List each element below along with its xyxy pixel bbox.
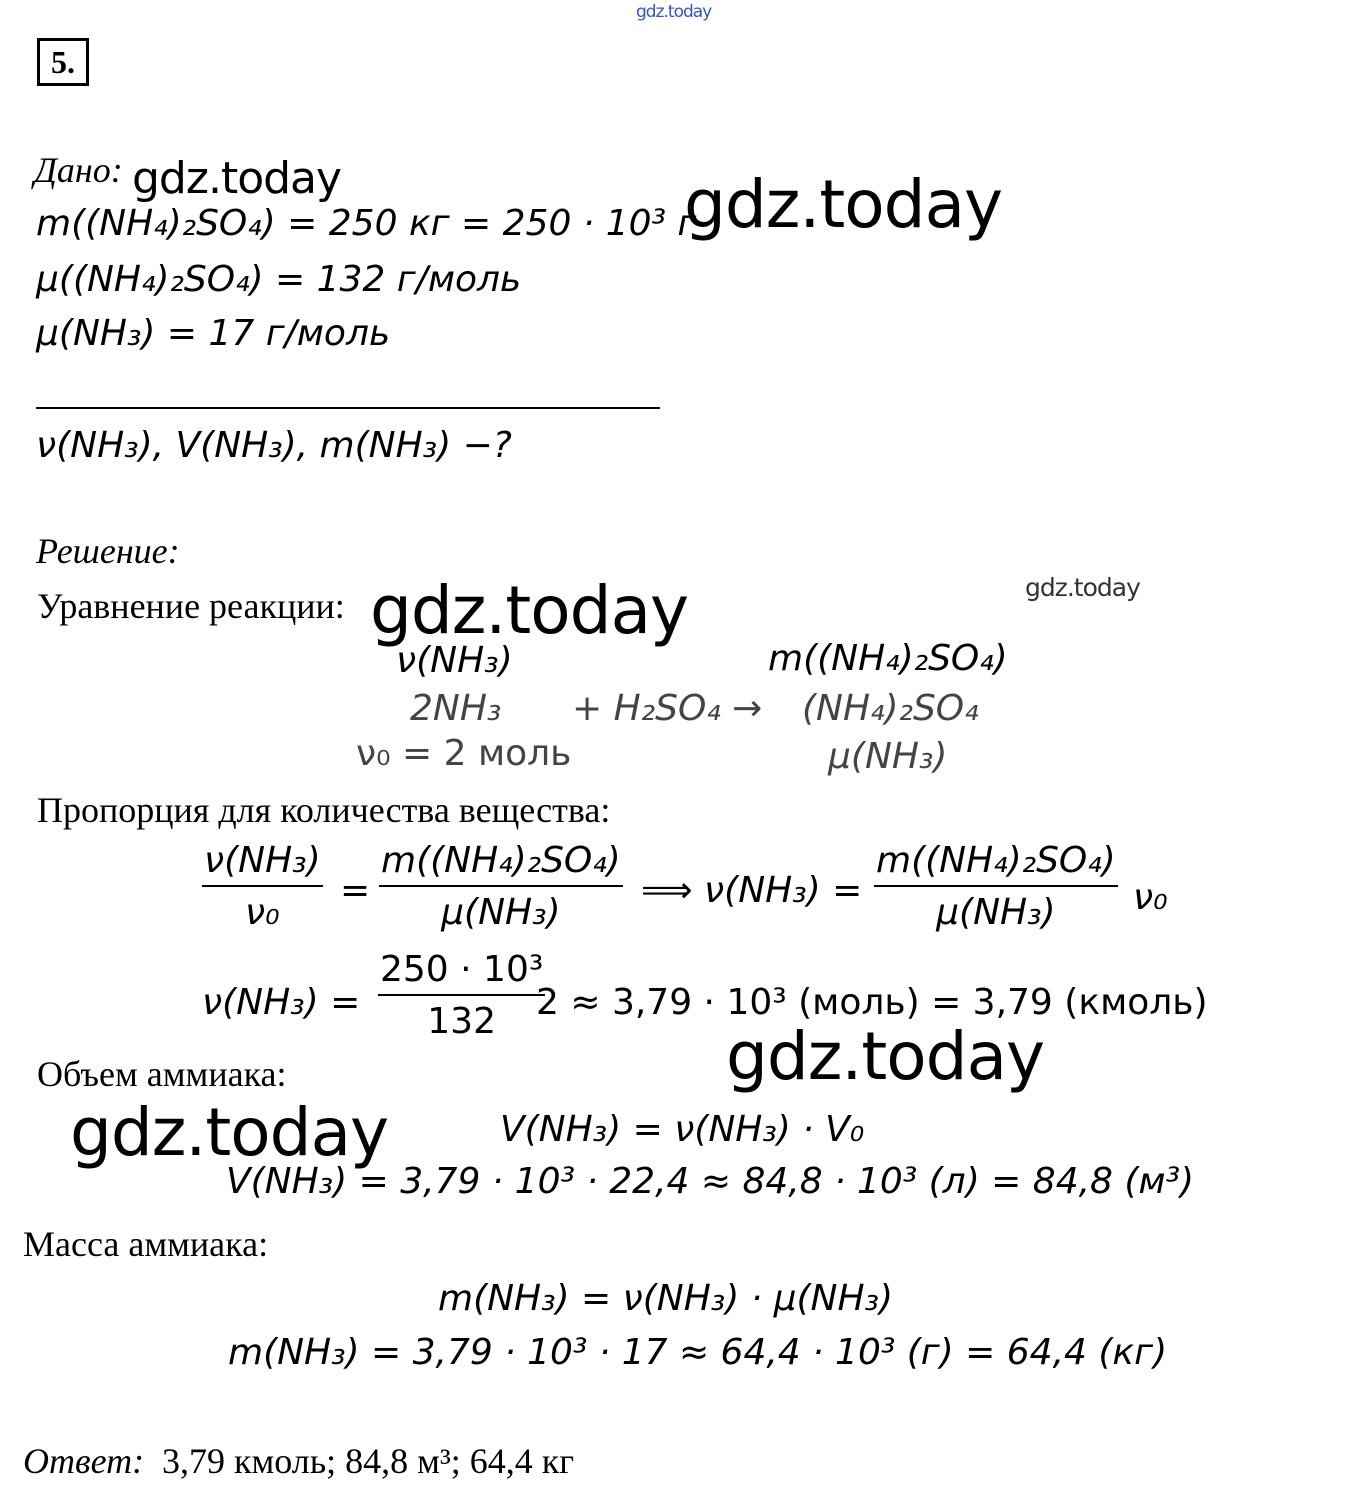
solution-label: Решение: (36, 531, 180, 571)
fraction-1-numerator: ν(NH₃) (204, 840, 321, 881)
volume-calc: V(NH₃) = 3,79 · 10³ · 22,4 ≈ 84,8 · 10³ (л) = 84,8 (м³) (226, 1161, 1195, 1202)
reaction-label: Уравнение реакции: (37, 586, 345, 626)
mass-label: Масса аммиака: (23, 1224, 269, 1264)
calc-fraction (378, 949, 545, 1042)
reaction-above-left: ν(NH₃) (396, 640, 513, 681)
find-line: ν(NH₃), V(NH₃), m(NH₃) −? (36, 425, 512, 466)
watermark-1: gdz.today (132, 153, 342, 204)
calc-rhs: 2 ≈ 3,79 · 10³ (моль) = 3,79 (кмоль) (536, 982, 1208, 1023)
fraction-3-numerator: m((NH₄)₂SO₄) (876, 840, 1116, 881)
proportion-implies: ⟹ ν(NH₃) = (641, 870, 863, 911)
fraction-1-denominator: ν₀ (245, 892, 280, 933)
answer-label: Ответ: (23, 1441, 145, 1481)
proportion-equals: = (340, 870, 371, 911)
watermark-top: gdz.today (636, 2, 712, 22)
given-line-molar-ammonia: μ(NH₃) = 17 г/моль (36, 313, 391, 354)
reaction-right: (NH₄)₂SO₄ (802, 688, 979, 729)
problem-number: 5. (37, 38, 89, 86)
given-divider (36, 407, 660, 409)
volume-formula: V(NH₃) = ν(NH₃) · V₀ (500, 1109, 865, 1150)
watermark-2: gdz.today (684, 166, 1003, 243)
mass-formula: m(NH₃) = ν(NH₃) · μ(NH₃) (438, 1278, 894, 1319)
answer-text: 3,79 кмоль; 84,8 м³; 64,4 кг (162, 1441, 575, 1481)
fraction-2-denominator: μ(NH₃) (441, 892, 561, 933)
reaction-middle: + H₂SO₄ → (572, 688, 763, 729)
fraction-2 (379, 840, 623, 933)
reaction-below-right: μ(NH₃) (828, 736, 948, 777)
calc-numerator: 250 · 10³ (380, 949, 544, 990)
given-line-mass: m((NH₄)₂SO₄) = 250 кг = 250 · 10³ г (36, 203, 697, 244)
volume-label: Объем аммиака: (37, 1054, 287, 1094)
given-label: Дано: (34, 150, 123, 190)
mass-calc: m(NH₃) = 3,79 · 10³ · 17 ≈ 64,4 · 10³ (г) = 64,4 (кг) (228, 1332, 1168, 1373)
reaction-above-right: m((NH₄)₂SO₄) (768, 638, 1008, 679)
watermark-4: gdz.today (1025, 573, 1140, 602)
given-line-molar-salt: μ((NH₄)₂SO₄) = 132 г/моль (36, 259, 522, 300)
reaction-below-left: ν₀ = 2 моль (356, 733, 572, 774)
fraction-3 (874, 840, 1118, 933)
fraction-3-denominator: μ(NH₃) (936, 892, 1056, 933)
proportion-label: Пропорция для количества вещества: (37, 790, 611, 830)
proportion-tail: ν₀ (1133, 877, 1168, 918)
watermark-5: gdz.today (726, 1018, 1045, 1095)
watermark-6: gdz.today (70, 1094, 389, 1171)
calc-denominator: 132 (427, 1001, 496, 1042)
watermark-3: gdz.today (370, 572, 689, 649)
reaction-left: 2NH₃ (410, 688, 502, 729)
fraction-1 (202, 840, 323, 933)
fraction-2-numerator: m((NH₄)₂SO₄) (381, 840, 621, 881)
calc-lhs: ν(NH₃) = (202, 982, 361, 1023)
